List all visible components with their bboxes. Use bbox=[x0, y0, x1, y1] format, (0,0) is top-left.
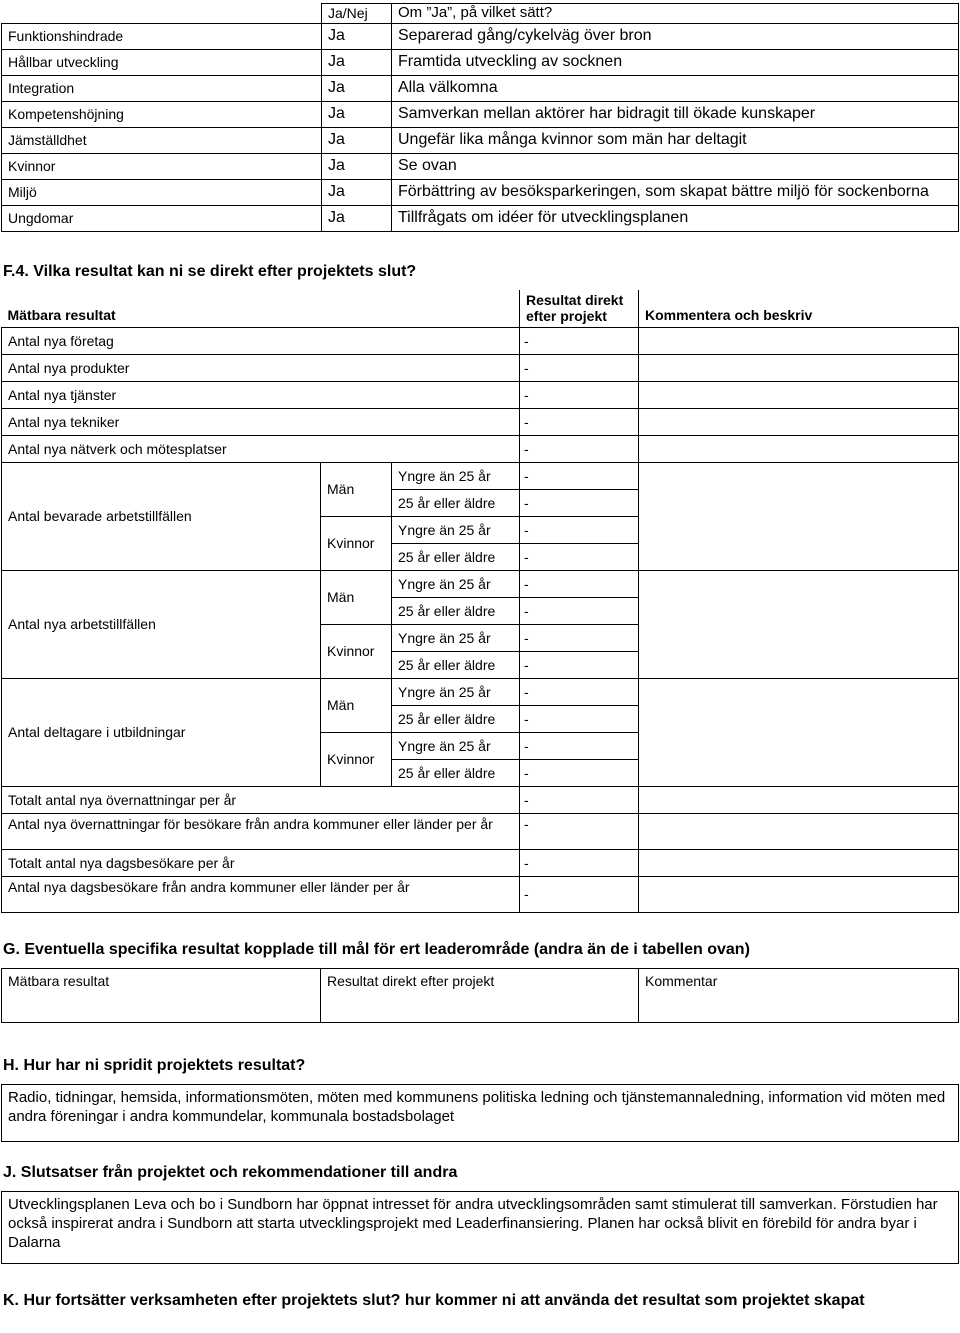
effects-row bbox=[2, 50, 959, 76]
result-value: - bbox=[520, 786, 639, 813]
result-value: - bbox=[520, 759, 639, 786]
result-value: - bbox=[520, 849, 639, 876]
result-comment bbox=[639, 327, 959, 354]
result-comment bbox=[639, 876, 959, 912]
effects-header-row bbox=[2, 4, 959, 24]
result-comment bbox=[639, 408, 959, 435]
result-label: Totalt antal nya övernattningar per år bbox=[2, 786, 520, 813]
men-label: Män bbox=[321, 678, 392, 732]
effects-how: Förbättring av besöksparkeringen, som skapat bättre miljö för sockenborna bbox=[392, 180, 959, 206]
older-label: 25 år eller äldre bbox=[392, 759, 520, 786]
effects-how: Ungefär lika många kvinnor som män har deltagit bbox=[392, 128, 959, 154]
result-value: - bbox=[520, 813, 639, 849]
effects-row bbox=[2, 76, 959, 102]
result-comment bbox=[639, 381, 959, 408]
empty-header-cell bbox=[2, 4, 322, 24]
result-row bbox=[2, 462, 959, 489]
ja-nej-header: Ja/Nej bbox=[322, 4, 392, 24]
result-value: - bbox=[520, 876, 639, 912]
result-comment bbox=[639, 354, 959, 381]
effects-answer: Ja bbox=[322, 206, 392, 232]
effects-row bbox=[2, 206, 959, 232]
result-value: - bbox=[520, 516, 639, 543]
result-comment bbox=[639, 813, 959, 849]
result-value: - bbox=[520, 624, 639, 651]
effects-row bbox=[2, 154, 959, 180]
effects-table bbox=[1, 3, 959, 232]
result-comment bbox=[639, 678, 959, 786]
younger-label: Yngre än 25 år bbox=[392, 732, 520, 759]
result-label: Antal nya tekniker bbox=[2, 408, 520, 435]
result-row bbox=[2, 408, 959, 435]
result-value: - bbox=[520, 381, 639, 408]
result-row bbox=[2, 381, 959, 408]
result-comment bbox=[639, 435, 959, 462]
effects-how: Framtida utveckling av socknen bbox=[392, 50, 959, 76]
effects-how: Separerad gång/cykelväg över bron bbox=[392, 24, 959, 50]
older-label: 25 år eller äldre bbox=[392, 651, 520, 678]
result-comment bbox=[639, 786, 959, 813]
effects-answer: Ja bbox=[322, 76, 392, 102]
effects-label: Kompetenshöjning bbox=[2, 102, 322, 128]
effects-label: Ungdomar bbox=[2, 206, 322, 232]
older-label: 25 år eller äldre bbox=[392, 543, 520, 570]
result-value: - bbox=[520, 435, 639, 462]
younger-label: Yngre än 25 år bbox=[392, 462, 520, 489]
result-value: - bbox=[520, 543, 639, 570]
effects-row bbox=[2, 180, 959, 206]
result-value: - bbox=[520, 354, 639, 381]
effects-row bbox=[2, 128, 959, 154]
effects-label: Miljö bbox=[2, 180, 322, 206]
result-value: - bbox=[520, 462, 639, 489]
h-answer-box bbox=[1, 1084, 959, 1142]
effects-label: Hållbar utveckling bbox=[2, 50, 322, 76]
result-value: - bbox=[520, 570, 639, 597]
effects-label: Integration bbox=[2, 76, 322, 102]
effects-row bbox=[2, 102, 959, 128]
result-comment bbox=[639, 462, 959, 570]
g-col-comment: Kommentar bbox=[639, 969, 959, 1023]
effects-answer: Ja bbox=[322, 50, 392, 76]
result-row bbox=[2, 435, 959, 462]
result-value: - bbox=[520, 597, 639, 624]
effects-row bbox=[2, 24, 959, 50]
older-label: 25 år eller äldre bbox=[392, 705, 520, 732]
effects-label: Funktionshindrade bbox=[2, 24, 322, 50]
result-comment bbox=[639, 849, 959, 876]
group-label: Antal deltagare i utbildningar bbox=[2, 678, 321, 786]
result-row bbox=[2, 786, 959, 813]
result-row bbox=[2, 876, 959, 912]
measurable-header: Mätbara resultat bbox=[2, 290, 520, 327]
result-value: - bbox=[520, 327, 639, 354]
result-row bbox=[2, 354, 959, 381]
result-row bbox=[2, 813, 959, 849]
results-header-row bbox=[2, 290, 959, 327]
effects-label: Kvinnor bbox=[2, 154, 322, 180]
result-value: - bbox=[520, 705, 639, 732]
men-label: Män bbox=[321, 462, 392, 516]
comment-header: Kommentera och beskriv bbox=[639, 290, 959, 327]
result-label: Antal nya produkter bbox=[2, 354, 520, 381]
result-value: - bbox=[520, 678, 639, 705]
effects-label: Jämställdhet bbox=[2, 128, 322, 154]
effects-answer: Ja bbox=[322, 24, 392, 50]
older-label: 25 år eller äldre bbox=[392, 597, 520, 624]
results-table bbox=[1, 290, 959, 913]
g-col-result: Resultat direkt efter projekt bbox=[321, 969, 639, 1023]
women-label: Kvinnor bbox=[321, 732, 392, 786]
older-label: 25 år eller äldre bbox=[392, 489, 520, 516]
result-row bbox=[2, 327, 959, 354]
specific-results-row bbox=[2, 969, 959, 1023]
group-label: Antal bevarade arbetstillfällen bbox=[2, 462, 321, 570]
effects-answer: Ja bbox=[322, 154, 392, 180]
result-label: Antal nya dagsbesökare från andra kommuner eller länder per år bbox=[2, 876, 520, 912]
result-value: - bbox=[520, 651, 639, 678]
h-answer-text: Radio, tidningar, hemsida, informationsmöten, möten med kommunens politiska ledning och tjänstemannaledning, information vid möten med andra föreningar i andra kommundelar, kommunala bostadsbolaget bbox=[8, 1089, 946, 1125]
result-label: Antal nya tjänster bbox=[2, 381, 520, 408]
j-heading: J. Slutsatser från projektet och rekommendationer till andra bbox=[3, 1164, 458, 1181]
result-value: - bbox=[520, 408, 639, 435]
h-heading: H. Hur har ni spridit projektets resultat? bbox=[3, 1057, 306, 1074]
result-row bbox=[2, 570, 959, 597]
effects-how: Tillfrågats om idéer för utvecklingsplanen bbox=[392, 206, 959, 232]
effects-answer: Ja bbox=[322, 128, 392, 154]
result-value: - bbox=[520, 732, 639, 759]
result-row bbox=[2, 849, 959, 876]
result-label: Antal nya företag bbox=[2, 327, 520, 354]
effects-how: Alla välkomna bbox=[392, 76, 959, 102]
j-answer-text: Utvecklingsplanen Leva och bo i Sundborn har öppnat intresset för andra utvecklingsområden samt stimulerat till samverkan. Förstudien har också inspirerat andra i Sundborn att starta utvecklingsprojekt med Leaderfinansiering. Planen har också blivit en förebild för andra byar i Dalarna bbox=[8, 1196, 938, 1251]
g-col-measurable: Mätbara resultat bbox=[2, 969, 321, 1023]
effects-how: Se ovan bbox=[392, 154, 959, 180]
younger-label: Yngre än 25 år bbox=[392, 570, 520, 597]
effects-answer: Ja bbox=[322, 102, 392, 128]
f4-heading: F.4. Vilka resultat kan ni se direkt efter projektets slut? bbox=[3, 263, 417, 280]
result-row bbox=[2, 678, 959, 705]
result-value: - bbox=[520, 489, 639, 516]
how-header: Om ”Ja”, på vilket sätt? bbox=[392, 4, 959, 24]
result-label: Totalt antal nya dagsbesökare per år bbox=[2, 849, 520, 876]
men-label: Män bbox=[321, 570, 392, 624]
effects-how: Samverkan mellan aktörer har bidragit till ökade kunskaper bbox=[392, 102, 959, 128]
result-header: Resultat direkt efter projekt bbox=[520, 290, 639, 327]
younger-label: Yngre än 25 år bbox=[392, 516, 520, 543]
result-comment bbox=[639, 570, 959, 678]
k-heading: K. Hur fortsätter verksamheten efter projektets slut? hur kommer ni att använda det resultat som projektet skapat bbox=[3, 1292, 865, 1309]
group-label: Antal nya arbetstillfällen bbox=[2, 570, 321, 678]
younger-label: Yngre än 25 år bbox=[392, 678, 520, 705]
result-label: Antal nya övernattningar för besökare från andra kommuner eller länder per år bbox=[2, 813, 520, 849]
effects-answer: Ja bbox=[322, 180, 392, 206]
result-label: Antal nya nätverk och mötesplatser bbox=[2, 435, 520, 462]
younger-label: Yngre än 25 år bbox=[392, 624, 520, 651]
j-answer-box bbox=[1, 1191, 959, 1264]
women-label: Kvinnor bbox=[321, 516, 392, 570]
specific-results-table bbox=[1, 968, 959, 1023]
g-heading: G. Eventuella specifika resultat kopplade till mål för ert leaderområde (andra än de i tabellen ovan) bbox=[3, 941, 750, 958]
women-label: Kvinnor bbox=[321, 624, 392, 678]
